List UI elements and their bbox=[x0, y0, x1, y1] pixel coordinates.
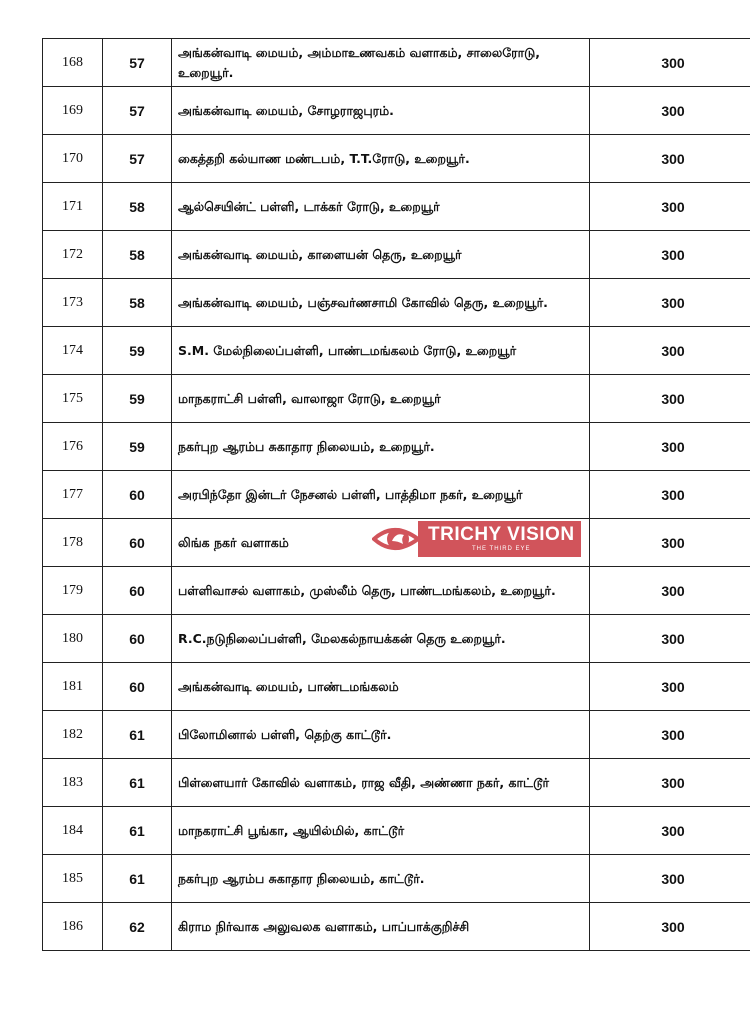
location-cell: அங்கன்வாடி மையம், அம்மாஉணவகம் வளாகம், சாலைரோடு, உறையூர். bbox=[172, 39, 590, 87]
serial-number-cell: 174 bbox=[43, 327, 103, 375]
serial-number-cell: 184 bbox=[43, 807, 103, 855]
watermark-tagline: THE THIRD EYE bbox=[472, 546, 531, 552]
table-row bbox=[43, 327, 750, 375]
capacity-cell: 300 bbox=[590, 423, 750, 471]
capacity-cell: 300 bbox=[590, 327, 750, 375]
serial-number-cell: 178 bbox=[43, 519, 103, 567]
location-cell: நகர்புற ஆரம்ப சுகாதார நிலையம், காட்டூர். bbox=[172, 855, 590, 903]
serial-number-cell: 170 bbox=[43, 135, 103, 183]
table-row bbox=[43, 135, 750, 183]
ward-number-cell: 58 bbox=[103, 231, 172, 279]
serial-number-cell: 181 bbox=[43, 663, 103, 711]
capacity-cell: 300 bbox=[590, 567, 750, 615]
location-cell: பிள்ளையார் கோவில் வளாகம், ராஜ வீதி, அண்ணா நகர், காட்டூர் bbox=[172, 759, 590, 807]
location-cell: கிராம நிர்வாக அலுவலக வளாகம், பாப்பாக்குறிச்சி bbox=[172, 903, 590, 951]
ward-number-cell: 60 bbox=[103, 663, 172, 711]
location-cell: மாநகராட்சி பள்ளி, வாலாஜா ரோடு, உறையூர் bbox=[172, 375, 590, 423]
table-row bbox=[43, 903, 750, 951]
watermark-title: TRICHY VISION bbox=[428, 524, 575, 545]
ward-number-cell: 60 bbox=[103, 519, 172, 567]
serial-number-cell: 183 bbox=[43, 759, 103, 807]
serial-number-cell: 179 bbox=[43, 567, 103, 615]
serial-number-cell: 172 bbox=[43, 231, 103, 279]
serial-number-cell: 176 bbox=[43, 423, 103, 471]
capacity-cell: 300 bbox=[590, 279, 750, 327]
ward-number-cell: 62 bbox=[103, 903, 172, 951]
capacity-cell: 300 bbox=[590, 903, 750, 951]
table-row bbox=[43, 567, 750, 615]
serial-number-cell: 175 bbox=[43, 375, 103, 423]
location-cell: மாநகராட்சி பூங்கா, ஆயில்மில், காட்டூர் bbox=[172, 807, 590, 855]
ward-number-cell: 61 bbox=[103, 711, 172, 759]
distribution-table bbox=[42, 38, 750, 951]
location-cell: R.C.நடுநிலைப்பள்ளி, மேலகல்நாயக்கன் தெரு உறையூர். bbox=[172, 615, 590, 663]
ward-number-cell: 61 bbox=[103, 759, 172, 807]
serial-number-cell: 185 bbox=[43, 855, 103, 903]
location-cell: ஆல்செயின்ட் பள்ளி, டாக்கர் ரோடு, உறையூர் bbox=[172, 183, 590, 231]
ward-number-cell: 57 bbox=[103, 87, 172, 135]
table-row bbox=[43, 87, 750, 135]
location-cell: அங்கன்வாடி மையம், சோழராஜபுரம். bbox=[172, 87, 590, 135]
table-row bbox=[43, 471, 750, 519]
location-cell: S.M. மேல்நிலைப்பள்ளி, பாண்டமங்கலம் ரோடு, உறையூர் bbox=[172, 327, 590, 375]
trichy-vision-watermark bbox=[372, 518, 604, 560]
location-cell: அரபிந்தோ இன்டர் நேசனல் பள்ளி, பாத்திமா நகர், உறையூர் bbox=[172, 471, 590, 519]
ward-number-cell: 60 bbox=[103, 567, 172, 615]
location-cell: அங்கன்வாடி மையம், பாண்டமங்கலம் bbox=[172, 663, 590, 711]
ward-number-cell: 61 bbox=[103, 855, 172, 903]
capacity-cell: 300 bbox=[590, 807, 750, 855]
capacity-cell: 300 bbox=[590, 759, 750, 807]
ward-number-cell: 61 bbox=[103, 807, 172, 855]
capacity-cell: 300 bbox=[590, 471, 750, 519]
table-body bbox=[43, 39, 750, 951]
ward-number-cell: 57 bbox=[103, 135, 172, 183]
capacity-cell: 300 bbox=[590, 375, 750, 423]
table-row bbox=[43, 663, 750, 711]
serial-number-cell: 169 bbox=[43, 87, 103, 135]
serial-number-cell: 173 bbox=[43, 279, 103, 327]
ward-number-cell: 60 bbox=[103, 471, 172, 519]
ward-number-cell: 58 bbox=[103, 183, 172, 231]
capacity-cell: 300 bbox=[590, 663, 750, 711]
table-row bbox=[43, 423, 750, 471]
ward-number-cell: 60 bbox=[103, 615, 172, 663]
capacity-cell: 300 bbox=[590, 183, 750, 231]
table-row bbox=[43, 759, 750, 807]
capacity-cell: 300 bbox=[590, 135, 750, 183]
serial-number-cell: 177 bbox=[43, 471, 103, 519]
table-row bbox=[43, 231, 750, 279]
ward-number-cell: 59 bbox=[103, 423, 172, 471]
location-cell: லிங்க நகர் வளாகம் bbox=[172, 519, 590, 567]
capacity-cell: 300 bbox=[590, 519, 750, 567]
table-row bbox=[43, 375, 750, 423]
capacity-cell: 300 bbox=[590, 39, 750, 87]
location-cell: கைத்தறி கல்யாண மண்டபம், T.T.ரோடு, உறையூர். bbox=[172, 135, 590, 183]
serial-number-cell: 180 bbox=[43, 615, 103, 663]
table-row bbox=[43, 807, 750, 855]
serial-number-cell: 182 bbox=[43, 711, 103, 759]
capacity-cell: 300 bbox=[590, 711, 750, 759]
location-cell: நகர்புற ஆரம்ப சுகாதார நிலையம், உறையூர். bbox=[172, 423, 590, 471]
capacity-cell: 300 bbox=[590, 231, 750, 279]
location-cell: அங்கன்வாடி மையம், பஞ்சவர்ணசாமி கோவில் தெரு, உறையூர். bbox=[172, 279, 590, 327]
capacity-cell: 300 bbox=[590, 615, 750, 663]
ward-number-cell: 59 bbox=[103, 327, 172, 375]
table-row bbox=[43, 39, 750, 87]
table-row bbox=[43, 855, 750, 903]
serial-number-cell: 168 bbox=[43, 39, 103, 87]
watermark-band bbox=[418, 521, 581, 557]
serial-number-cell: 186 bbox=[43, 903, 103, 951]
location-cell: அங்கன்வாடி மையம், காளையன் தெரு, உறையூர் bbox=[172, 231, 590, 279]
location-cell: பள்ளிவாசல் வளாகம், முஸ்லீம் தெரு, பாண்டமங்கலம், உறையூர். bbox=[172, 567, 590, 615]
ward-number-cell: 58 bbox=[103, 279, 172, 327]
table-row bbox=[43, 279, 750, 327]
serial-number-cell: 171 bbox=[43, 183, 103, 231]
table-row bbox=[43, 711, 750, 759]
ward-number-cell: 57 bbox=[103, 39, 172, 87]
table-row bbox=[43, 183, 750, 231]
ward-number-cell: 59 bbox=[103, 375, 172, 423]
capacity-cell: 300 bbox=[590, 87, 750, 135]
eye-logo-icon bbox=[372, 519, 424, 559]
table-row bbox=[43, 615, 750, 663]
capacity-cell: 300 bbox=[590, 855, 750, 903]
location-cell: பிலோமினால் பள்ளி, தெற்கு காட்டூர். bbox=[172, 711, 590, 759]
